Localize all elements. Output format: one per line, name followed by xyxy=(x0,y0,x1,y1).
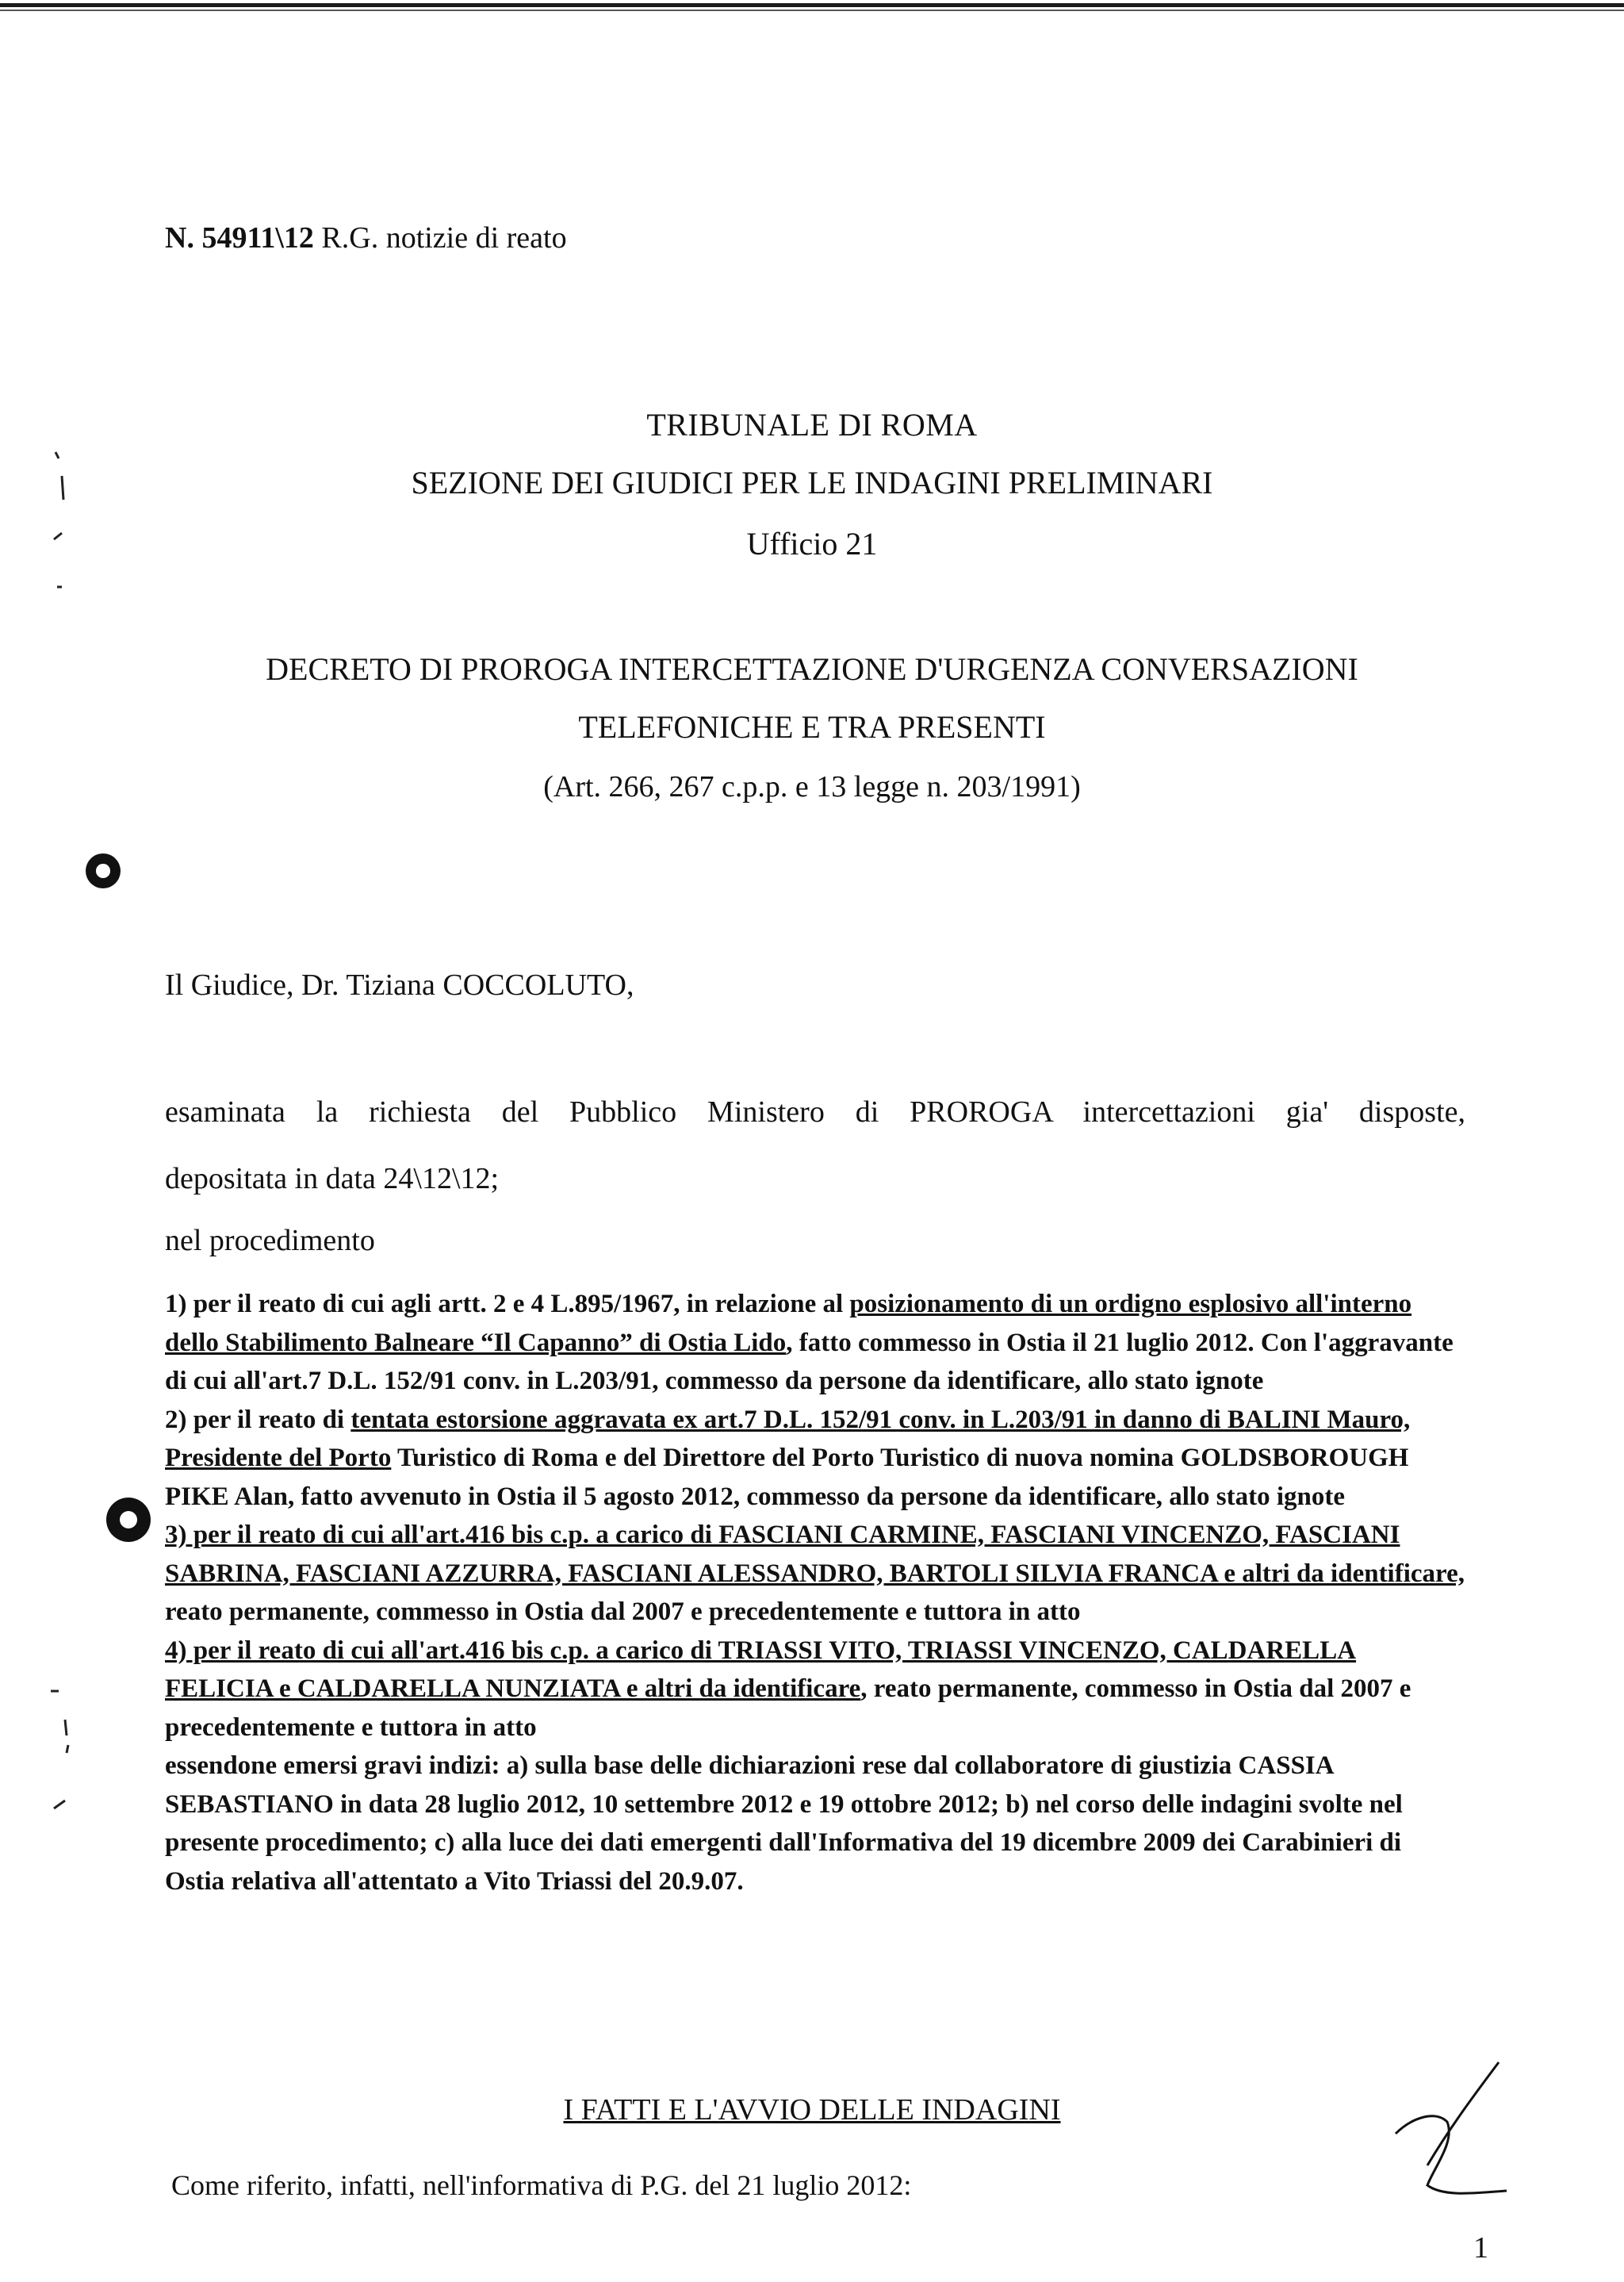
charge-3-underlined: 3) per il reato di cui all'art.416 bis c.p. a carico di FASCIANI CARMINE, FASCIANI VINCENZO, FASCIANI SABRINA, FASCIANI AZZURRA, FASCIANI ALESSANDRO, BARTOLI SILVIA FRANCA e altri da identificare, xyxy=(165,1521,1465,1588)
decree-title-line-1: DECRETO DI PROROGA INTERCETTAZIONE D'URGENZA CONVERSAZIONI xyxy=(266,651,1358,687)
decree-title-line-2: TELEFONICHE E TRA PRESENTI xyxy=(578,709,1046,745)
closing-line: Come riferito, infatti, nell'informativa di P.G. del 21 luglio 2012: xyxy=(171,2169,912,2201)
filed-date-line: depositata in data 24\12\12; xyxy=(165,1162,500,1195)
charge-1-underlined: posizionamento di un ordigno esplosivo all'interno dello Stabilimento Balneare “Il Capanno” di Ostia Lido xyxy=(165,1290,1412,1357)
charge-3 xyxy=(165,1516,1465,1632)
charge-4-text-end: , reato permanente, commesso in Ostia dal 2007 e precedentemente e tuttora in atto xyxy=(165,1674,1411,1742)
top-border-rule-thin xyxy=(0,10,1624,11)
charge-4-underlined: 4) per il reato di cui all'art.416 bis c.p. a carico di TRIASSI VITO, TRIASSI VINCENZO, CALDARELLA FELICIA e CALDARELLA NUNZIATA e altri da identificare xyxy=(165,1636,1357,1703)
case-suffix: R.G. notizie di reato xyxy=(313,221,567,255)
charge-2 xyxy=(165,1401,1465,1517)
charges-block xyxy=(165,1285,1465,1900)
court-section: SEZIONE DEI GIUDICI PER LE INDAGINI PRELIMINARI xyxy=(411,465,1213,501)
charge-4 xyxy=(165,1632,1465,1747)
charge-2-text-end: Turistico di Roma e del Direttore del Porto Turistico di nuova nomina GOLDSBOROUGH PIKE Alan, fatto avvenuto in Ostia il 5 agosto 2012, commesso da persone da identificare, allo stato ignote xyxy=(165,1444,1409,1511)
judge-line: Il Giudice, Dr. Tiziana COCCOLUTO, xyxy=(165,968,634,1002)
handwritten-signature xyxy=(1380,2046,1515,2205)
charge-3-text-end: reato permanente, commesso in Ostia dal 2007 e precedentemente e tuttora in atto xyxy=(165,1597,1081,1626)
proceeding-line: nel procedimento xyxy=(165,1224,375,1257)
scan-speck-marks xyxy=(48,1682,79,1816)
request-line: esaminata la richiesta del Pubblico Ministero di PROROGA intercettazioni gia' disposte, xyxy=(165,1095,1465,1129)
charge-2-text: 2) per il reato di xyxy=(165,1405,351,1434)
court-office: Ufficio 21 xyxy=(746,526,878,562)
page-number: 1 xyxy=(1473,2231,1488,2265)
charge-1 xyxy=(165,1285,1465,1401)
section-heading: I FATTI E L'AVVIO DELLE INDAGINI xyxy=(563,2093,1061,2127)
case-number-line xyxy=(165,221,567,255)
legal-references: (Art. 266, 267 c.p.p. e 13 legge n. 203/1991) xyxy=(543,770,1081,803)
charge-1-text: 1) per il reato di cui agli artt. 2 e 4 L.895/1967, in relazione al xyxy=(165,1290,850,1318)
charge-1-text-end: , fatto commesso in Ostia il 21 luglio 2012. Con l'aggravante di cui all'art.7 D.L. 152/91 conv. in L.203/91, commesso da persone da identificare, allo stato ignote xyxy=(165,1328,1454,1395)
court-name: TRIBUNALE DI ROMA xyxy=(646,407,978,443)
punch-hole-mark xyxy=(86,853,121,888)
punch-hole-mark xyxy=(106,1498,151,1542)
scan-speck-marks xyxy=(48,444,79,603)
charge-2-underlined: tentata estorsione aggravata ex art.7 D.L. 152/91 conv. in L.203/91 in danno di BALINI Mauro, Presidente del Porto xyxy=(165,1405,1411,1472)
case-number: N. 54911\12 xyxy=(165,221,314,255)
evidence-paragraph: essendone emersi gravi indizi: a) sulla base delle dichiarazioni rese dal collaboratore di giustizia CASSIA SEBASTIANO in data 28 luglio 2012, 10 settembre 2012 e 19 ottobre 2012; b) nel corso delle indagini svolte nel presente procedimento; c) alla luce dei dati emergenti dall'Informativa del 19 dicembre 2009 dei Carabinieri di Ostia relativa all'attentato a Vito Triassi del 20.9.07. xyxy=(165,1751,1403,1896)
top-border-rule xyxy=(0,3,1624,7)
